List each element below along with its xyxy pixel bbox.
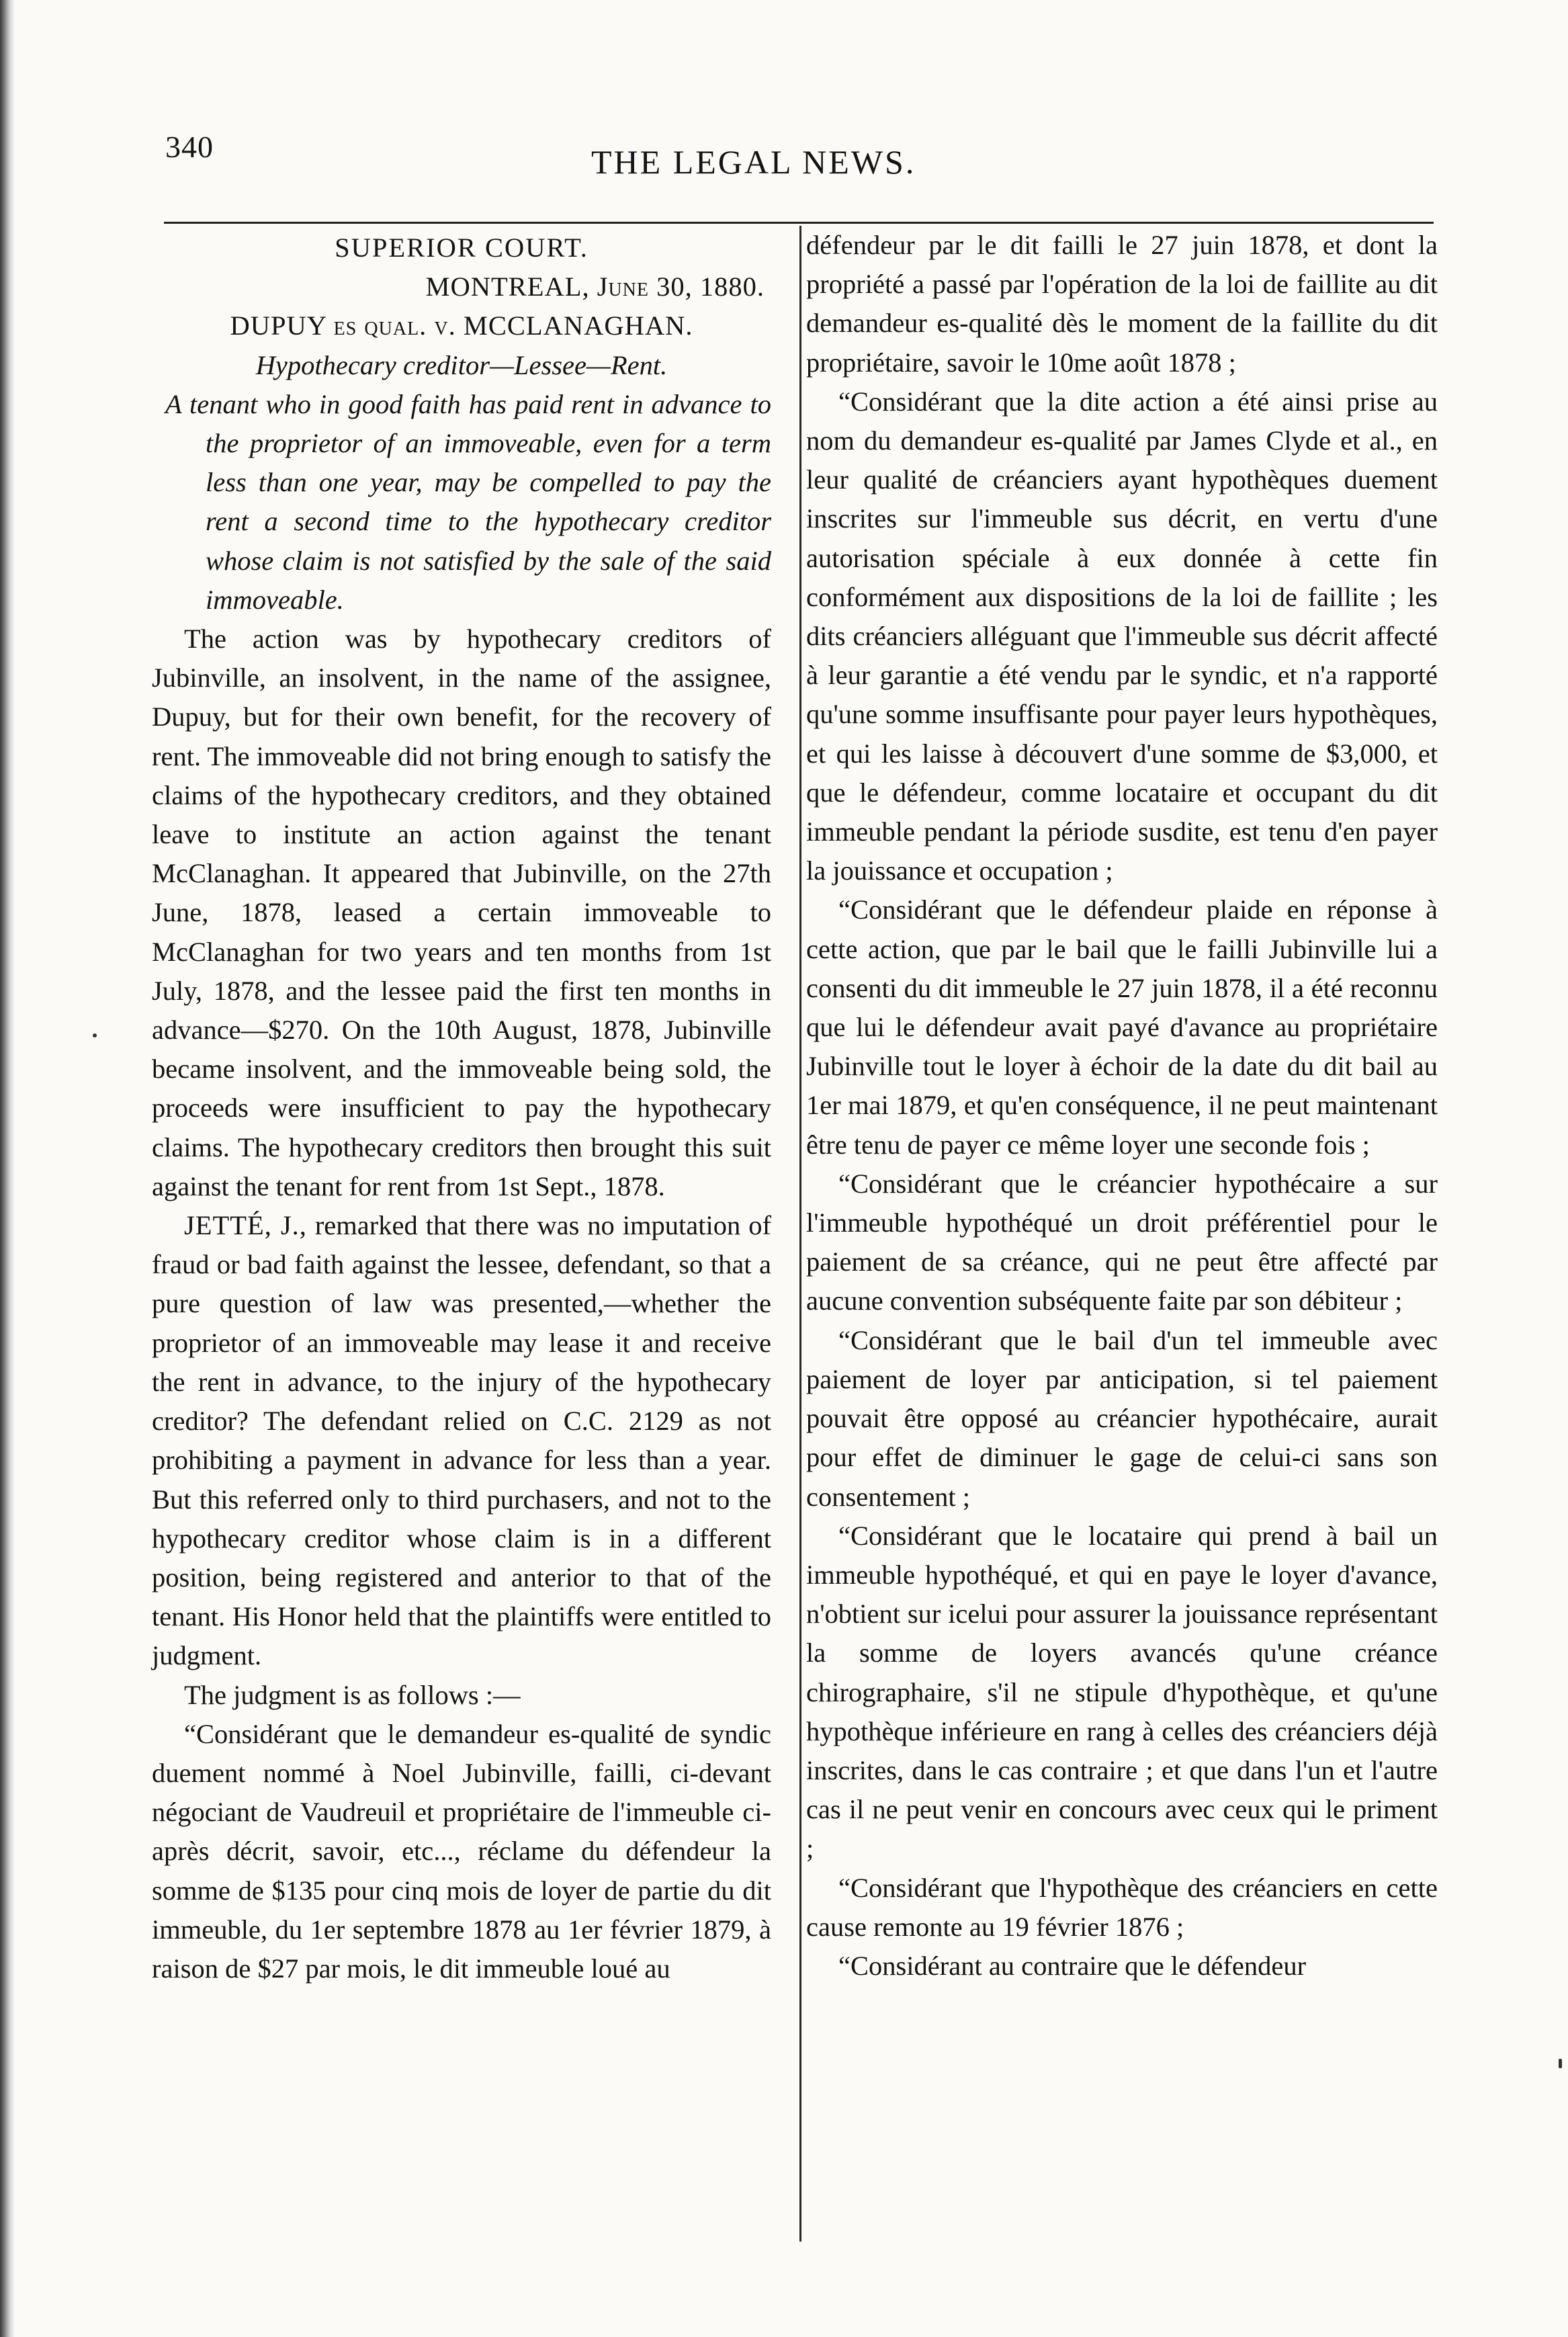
considerant-4: “Considérant que le créancier hypothécaire a sur l'immeuble hypothéqué un droit préférentiel pour le paiement de sa créance, qui ne peut être affecté par aucune convention subséquente faite par son débiteur ; (806, 1168, 1438, 1316)
considerant-8: “Considérant au contraire que le défendeur (838, 1950, 1307, 1981)
judgment-continuation: défendeur par le dit failli le 27 juin 1878, et dont la propriété a passé par l'opération de la loi de faillite au dit demandeur es-qualité dès le moment de la faillite du dit propriétaire, savoir le 10me août 1878 ; (806, 230, 1438, 378)
header-rule (164, 222, 1434, 224)
place-date: MONTREAL, June 30, 1880. (425, 271, 765, 302)
scan-speck (1559, 2059, 1562, 2068)
case-subject: Hypothecary creditor—Lessee—Rent. (255, 349, 668, 380)
judge-remarks: remarked that there was no imputation of fraud or bad faith against the lessee, defendant, so that a pure question of law was presented,—whether the proprietor of an immoveable may lease it and receive the rent in advance, to the injury of the hypothecary creditor? The defendant relied on C.C. 2129 as not prohibiting a payment in advance for less than a year. But this referred only to third purchasers, and not to the hypothecary creditor whose claim is in a different position, being registered and anterior to that of the tenant. His Honor held that the plaintiffs were entitled to judgment. (152, 1210, 771, 1671)
judge-remarks-paragraph (152, 1206, 771, 1675)
considerant-7: “Considérant que l'hypothèque des créanciers en cette cause remonte au 19 février 1876 ; (806, 1872, 1438, 1942)
headnote: A tenant who in good faith has paid rent in advance to the proprietor of an immoveable, even for a term less than one year, may be compelled to pay the rent a second time to the hypothecary creditor whose claim is not satisfied by the sale of the said immoveable. (165, 388, 771, 615)
page-number: 340 (165, 130, 214, 164)
case-name: DUPUY es qual. v. MCCLANAGHAN. (230, 310, 693, 341)
considerant-5: “Considérant que le bail d'un tel immeuble avec paiement de loyer par anticipation, si tel paiement pouvait être opposé au créancier hypothécaire, aurait pour effet de diminuer le gage de celui-ci sans son consentement ; (806, 1324, 1438, 1512)
scan-edge (0, 0, 15, 2337)
facts-paragraph: The action was by hypothecary creditors of Jubinville, an insolvent, in the name of the assignee, Dupuy, but for their own benefit, for the recovery of rent. The immoveable did not bring enough to satisfy the claims of the hypothecary creditors, and they obtained leave to institute an action against the tenant McClanaghan. It appeared that Jubinville, on the 27th June, 1878, leased a certain immoveable to McClanaghan for two years and ten months from 1st July, 1878, and the lessee paid the first ten months in advance—$270. On the 10th August, 1878, Jubinville became insolvent, and the immoveable being sold, the proceeds were insufficient to pay the hypothecary claims. The hypothecary creditors then brought this suit against the tenant for rent from 1st Sept., 1878. (152, 624, 771, 1201)
court-heading: SUPERIOR COURT. (335, 232, 589, 263)
judgment-intro: The judgment is as follows :— (184, 1679, 521, 1710)
considerant-3: “Considérant que le défendeur plaide en réponse à cette action, que par le bail que le failli Jubinville lui a consenti du dit immeuble le 27 juin 1878, il a été reconnu que lui le défendeur avait payé d'avance au propriétaire Jubinville tout le loyer à échoir de la date du dit bail au 1er mai 1879, et qu'en conséquence, il ne peut maintenant être tenu de payer ce même loyer une seconde fois ; (806, 894, 1438, 1160)
considerant-6: “Considérant que le locataire qui prend à bail un immeuble hypothéqué, et qui en paye le loyer d'avance, n'obtient sur icelui pour assurer la jouissance représentant la somme de loyers avancés qu'une créance chirographaire, s'il ne stipule d'hypothèque, et qu'une hypothèque inférieure en rang à celles des créanciers déjà inscrites, dans le cas contraire ; et que dans l'un et l'autre cas il ne peut venir en concours avec ceux qui le priment ; (806, 1520, 1438, 1864)
left-column (152, 226, 771, 1988)
considerant-1: “Considérant que le demandeur es-qualité de syndic duement nommé à Noel Jubinville, failli, ci-devant négociant de Vaudreuil et propriétaire de l'immeuble ci-après décrit, savoir, etc..., réclame du défendeur la somme de $135 pour cinq mois de loyer de partie du dit immeuble, du 1er septembre 1878 au 1er février 1879, à raison de $27 par mois, le dit immeuble loué au (152, 1718, 771, 1984)
considerant-2: “Considérant que la dite action a été ainsi prise au nom du demandeur es-qualité par James Clyde et al., en leur qualité de créanciers ayant hypothèques duement inscrites sur l'immeuble sus décrit, en vertu d'une autorisation spéciale à eux donnée à cette fin conformément aux dispositions de la loi de faillite ; les dits créanciers alléguant que l'immeuble sus décrit affecté à leur garantie a été vendu par le syndic, et n'a rapporté qu'une somme insuffisante pour payer leurs hypothèques, et qui les laisse à découvert d'une somme de $3,000, et que le défendeur, comme locataire et occupant du dit immeuble pendant la période susdite, est tenu d'en payer la jouissance et occupation ; (806, 386, 1438, 886)
scan-speck (93, 1033, 97, 1037)
running-title: THE LEGAL NEWS. (591, 143, 916, 181)
column-rule (799, 226, 801, 2242)
right-column (806, 226, 1438, 1986)
judge-name: JETTÉ, J., (184, 1210, 307, 1241)
